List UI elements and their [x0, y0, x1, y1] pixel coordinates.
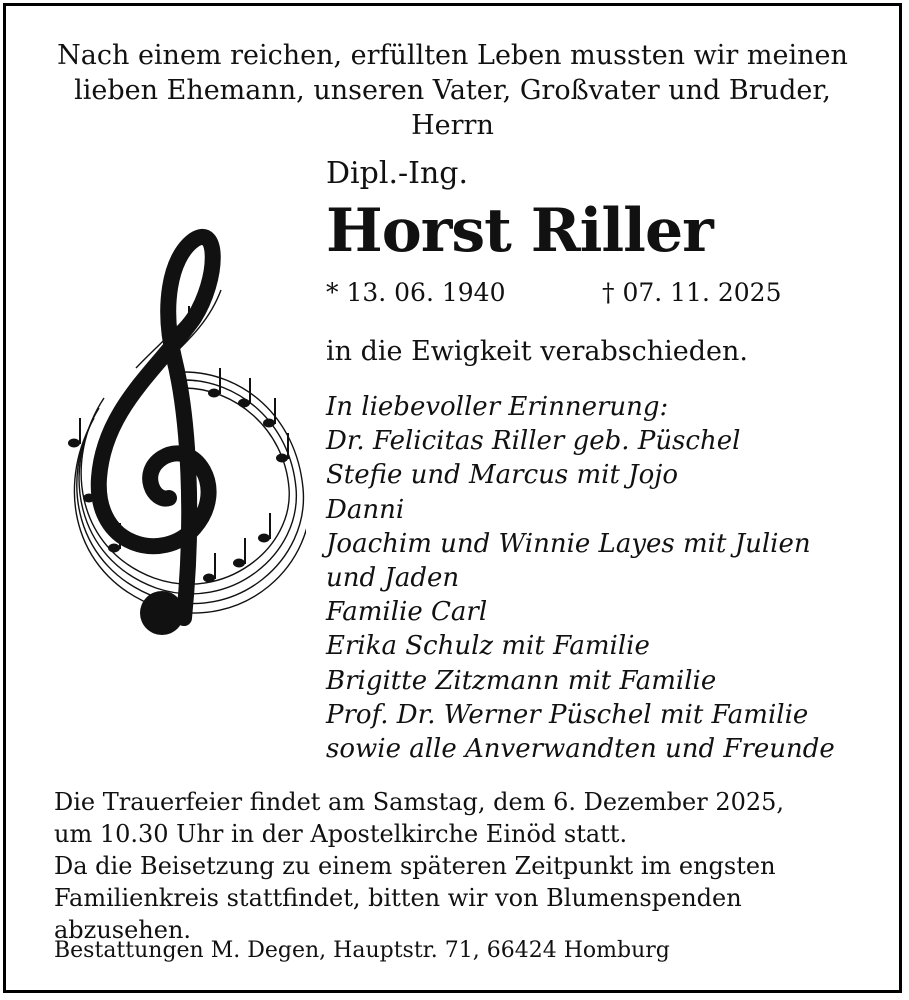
list-item: Erika Schulz mit Familie — [326, 631, 650, 662]
list-item: Familie Carl — [326, 597, 488, 628]
list-item: Brigitte Zitzmann mit Familie — [326, 665, 717, 696]
ceremony-line: um 10.30 Uhr in der Apostelkirche Einöd statt. — [54, 820, 628, 848]
obituary-frame — [3, 3, 902, 993]
academic-title: Dipl.-Ing. — [326, 156, 469, 191]
list-item: Danni — [326, 494, 405, 525]
ceremony-line: Die Trauerfeier findet am Samstag, dem 6. Dezember 2025, — [54, 788, 785, 816]
undertaker-info: Bestattungen M. Degen, Hauptstr. 71, 66424 Homburg — [54, 938, 670, 963]
treble-clef-icon — [44, 218, 306, 648]
list-item: Joachim und Winnie Layes mit Julien — [326, 528, 811, 559]
intro-line-2: lieben Ehemann, unseren Vater, Großvater und Bruder, — [74, 75, 831, 106]
intro-line-3: Herrn — [411, 110, 494, 141]
intro-text — [16, 38, 889, 143]
ceremony-line: Familienkreis stattfindet, bitten wir von Blumenspenden — [54, 884, 742, 912]
ceremony-line: abzusehen. — [54, 916, 192, 944]
birth-date: * 13. 06. 1940 — [326, 278, 506, 307]
list-item: Stefie und Marcus mit Jojo — [326, 460, 678, 491]
mourners-list — [326, 390, 835, 766]
farewell-text: in die Ewigkeit verabschieden. — [326, 336, 748, 367]
list-item: sowie alle Anverwandten und Freunde — [326, 734, 835, 765]
ceremony-info — [54, 786, 784, 946]
ceremony-line: Da die Beisetzung zu einem späteren Zeitpunkt im engsten — [54, 852, 776, 880]
deceased-name: Horst Riller — [326, 196, 713, 266]
list-item: In liebevoller Erinnerung: — [326, 392, 669, 422]
list-item: Prof. Dr. Werner Püschel mit Familie — [326, 699, 809, 730]
intro-line-1: Nach einem reichen, erfüllten Leben mussten wir meinen — [57, 40, 848, 71]
death-date: † 07. 11. 2025 — [602, 278, 782, 307]
list-item: und Jaden — [326, 563, 460, 594]
list-item: Dr. Felicitas Riller geb. Püschel — [326, 426, 741, 457]
